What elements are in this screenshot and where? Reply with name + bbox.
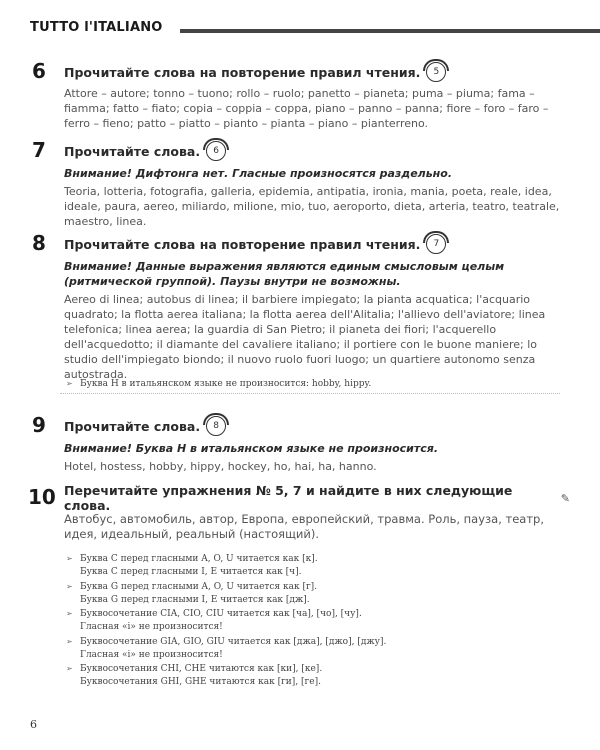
exercise-6 bbox=[32, 59, 570, 131]
exercise-number: 9 bbox=[32, 413, 46, 437]
pencil-icon: ✎ bbox=[560, 491, 570, 505]
exercise-note: Внимание! Дифтонга нет. Гласные произносятся раздельно. bbox=[64, 167, 453, 180]
exercise-text: Автобус, автомобиль, автор, Европа, европейский, травма. Роль, пауза, театр, идея, идеальный, реальный (настоящий). bbox=[64, 512, 544, 541]
exercise-number: 10 bbox=[28, 485, 56, 509]
exercise-10 bbox=[28, 483, 570, 542]
audio-track-number: 5 bbox=[433, 67, 440, 77]
tip-line: Буквосочетания GHI, GHE читаются как [ги], [ге]. bbox=[80, 676, 321, 687]
exercise-number: 8 bbox=[32, 231, 46, 255]
exercise-text: Aereo di linea; autobus di linea; il barbiere impiegato; la pianta acquatica; l'acquario quadrato; la flotta aerea italiana; la flotta aerea dell'Alitalia; l'allievo dell'aviatore; linea telefonica; linea aerea; la guardia di San Pietro; il pianeta dei fiori; l'acquerello dell'acquedotto; il diamante del cavaliere italiano; il portiere con le buone maniere; lo studio dell'impiegato biondo; il nuovo ruolo fuori luogo; un quartiere autonomo senza autostrada. bbox=[64, 293, 546, 381]
exercise-title-text: Прочитайте слова на повторение правил чтения. bbox=[64, 236, 421, 252]
tip-gia bbox=[66, 636, 387, 661]
page-header bbox=[30, 18, 600, 40]
exercise-title bbox=[64, 415, 570, 437]
arrow-icon: ➢ bbox=[66, 637, 73, 646]
tip-cia bbox=[66, 608, 362, 633]
exercise-title-text: Перечитайте упражнения № 5, 7 и найдите в них следующие слова. bbox=[64, 483, 513, 513]
exercise-text: Hotel, hostess, hobby, hippy, hockey, ho, hai, ha, hanno. bbox=[64, 460, 377, 473]
exercise-note: Внимание! Буква H в итальянском языке не произносится. bbox=[64, 442, 439, 455]
audio-track-number: 7 bbox=[433, 239, 440, 249]
tip-line: Буква C перед гласными I, E читается как [ч]. bbox=[80, 566, 302, 577]
exercise-note: Внимание! Данные выражения являются единым смысловым целым (ритмической группой). Паузы внутри не возможны. bbox=[64, 260, 505, 288]
exercise-title bbox=[64, 233, 570, 255]
page-number: 6 bbox=[30, 718, 37, 731]
exercise-title-text: Прочитайте слова. bbox=[64, 418, 201, 434]
tip-text: Буква H в итальянском языке не произносится: hobby, hippy. bbox=[80, 379, 372, 389]
tip-line: Буквосочетание GIA, GIO, GIU читается как [джа], [джо], [джу]. bbox=[80, 637, 387, 647]
header-rule bbox=[180, 29, 600, 33]
tip-line: Гласная «i» не произносится! bbox=[80, 621, 223, 632]
exercise-title-text: Прочитайте слова на повторение правил чтения. bbox=[64, 64, 421, 80]
exercise-title-text: Прочитайте слова. bbox=[64, 143, 201, 159]
audio-track-number: 6 bbox=[213, 146, 219, 156]
arrow-icon: ➢ bbox=[66, 664, 73, 673]
exercise-text: Attore – autore; tonno – tuono; rollo – ruolo; panetto – pianeta; puma – piuma; fama – fiamma; fatto – fiato; copia – coppia – coppa, piano – panno – panna; fiore – foro – faro – ferro – fieno; patto – piatto – pianto – pianta – piano – pianterreno. bbox=[64, 87, 549, 130]
audio-track-icon[interactable] bbox=[426, 234, 446, 254]
exercise-title bbox=[64, 483, 570, 513]
audio-track-number: 8 bbox=[213, 421, 219, 431]
exercise-title bbox=[64, 140, 570, 162]
tip-g bbox=[66, 581, 318, 606]
arrow-icon: ➢ bbox=[66, 609, 73, 618]
tip-line: Буква G перед гласными A, O, U читается как [г]. bbox=[80, 582, 318, 592]
tip-line: Гласная «i» не произносится! bbox=[80, 649, 223, 660]
exercise-number: 7 bbox=[32, 138, 46, 162]
tip-c bbox=[66, 553, 318, 578]
separator bbox=[60, 393, 560, 394]
audio-track-icon[interactable] bbox=[206, 141, 226, 161]
tip-line: Буква G перед гласными I, E читается как [дж]. bbox=[80, 594, 310, 605]
exercise-9 bbox=[32, 413, 570, 474]
tip-line: Буква C перед гласными A, O, U читается как [к]. bbox=[80, 554, 318, 564]
exercise-8 bbox=[32, 231, 570, 382]
exercise-title bbox=[64, 61, 570, 83]
exercise-number: 6 bbox=[32, 59, 46, 83]
arrow-icon: ➢ bbox=[66, 582, 73, 591]
audio-track-icon[interactable] bbox=[206, 416, 226, 436]
arrow-icon: ➢ bbox=[66, 379, 73, 388]
arrow-icon: ➢ bbox=[66, 554, 73, 563]
exercise-7 bbox=[32, 138, 570, 229]
tip-h bbox=[66, 378, 372, 391]
tip-line: Буквосочетание CIA, CIO, CIU читается как [ча], [чо], [чу]. bbox=[80, 609, 362, 619]
tip-chi bbox=[66, 663, 323, 688]
exercise-text: Teoria, lotteria, fotografia, galleria, epidemia, antipatia, ironia, mania, poeta, reale, idea, ideale, paura, aereo, miliardo, milione, mio, tuo, aeroporto, dieta, arteria, teatro, teatrale, maestro, linea. bbox=[64, 185, 560, 228]
book-title: TUTTO l'ITALIANO bbox=[30, 20, 163, 35]
audio-track-icon[interactable] bbox=[426, 62, 446, 82]
tip-line: Буквосочетания CHI, CHE читаются как [ки], [ке]. bbox=[80, 664, 323, 674]
